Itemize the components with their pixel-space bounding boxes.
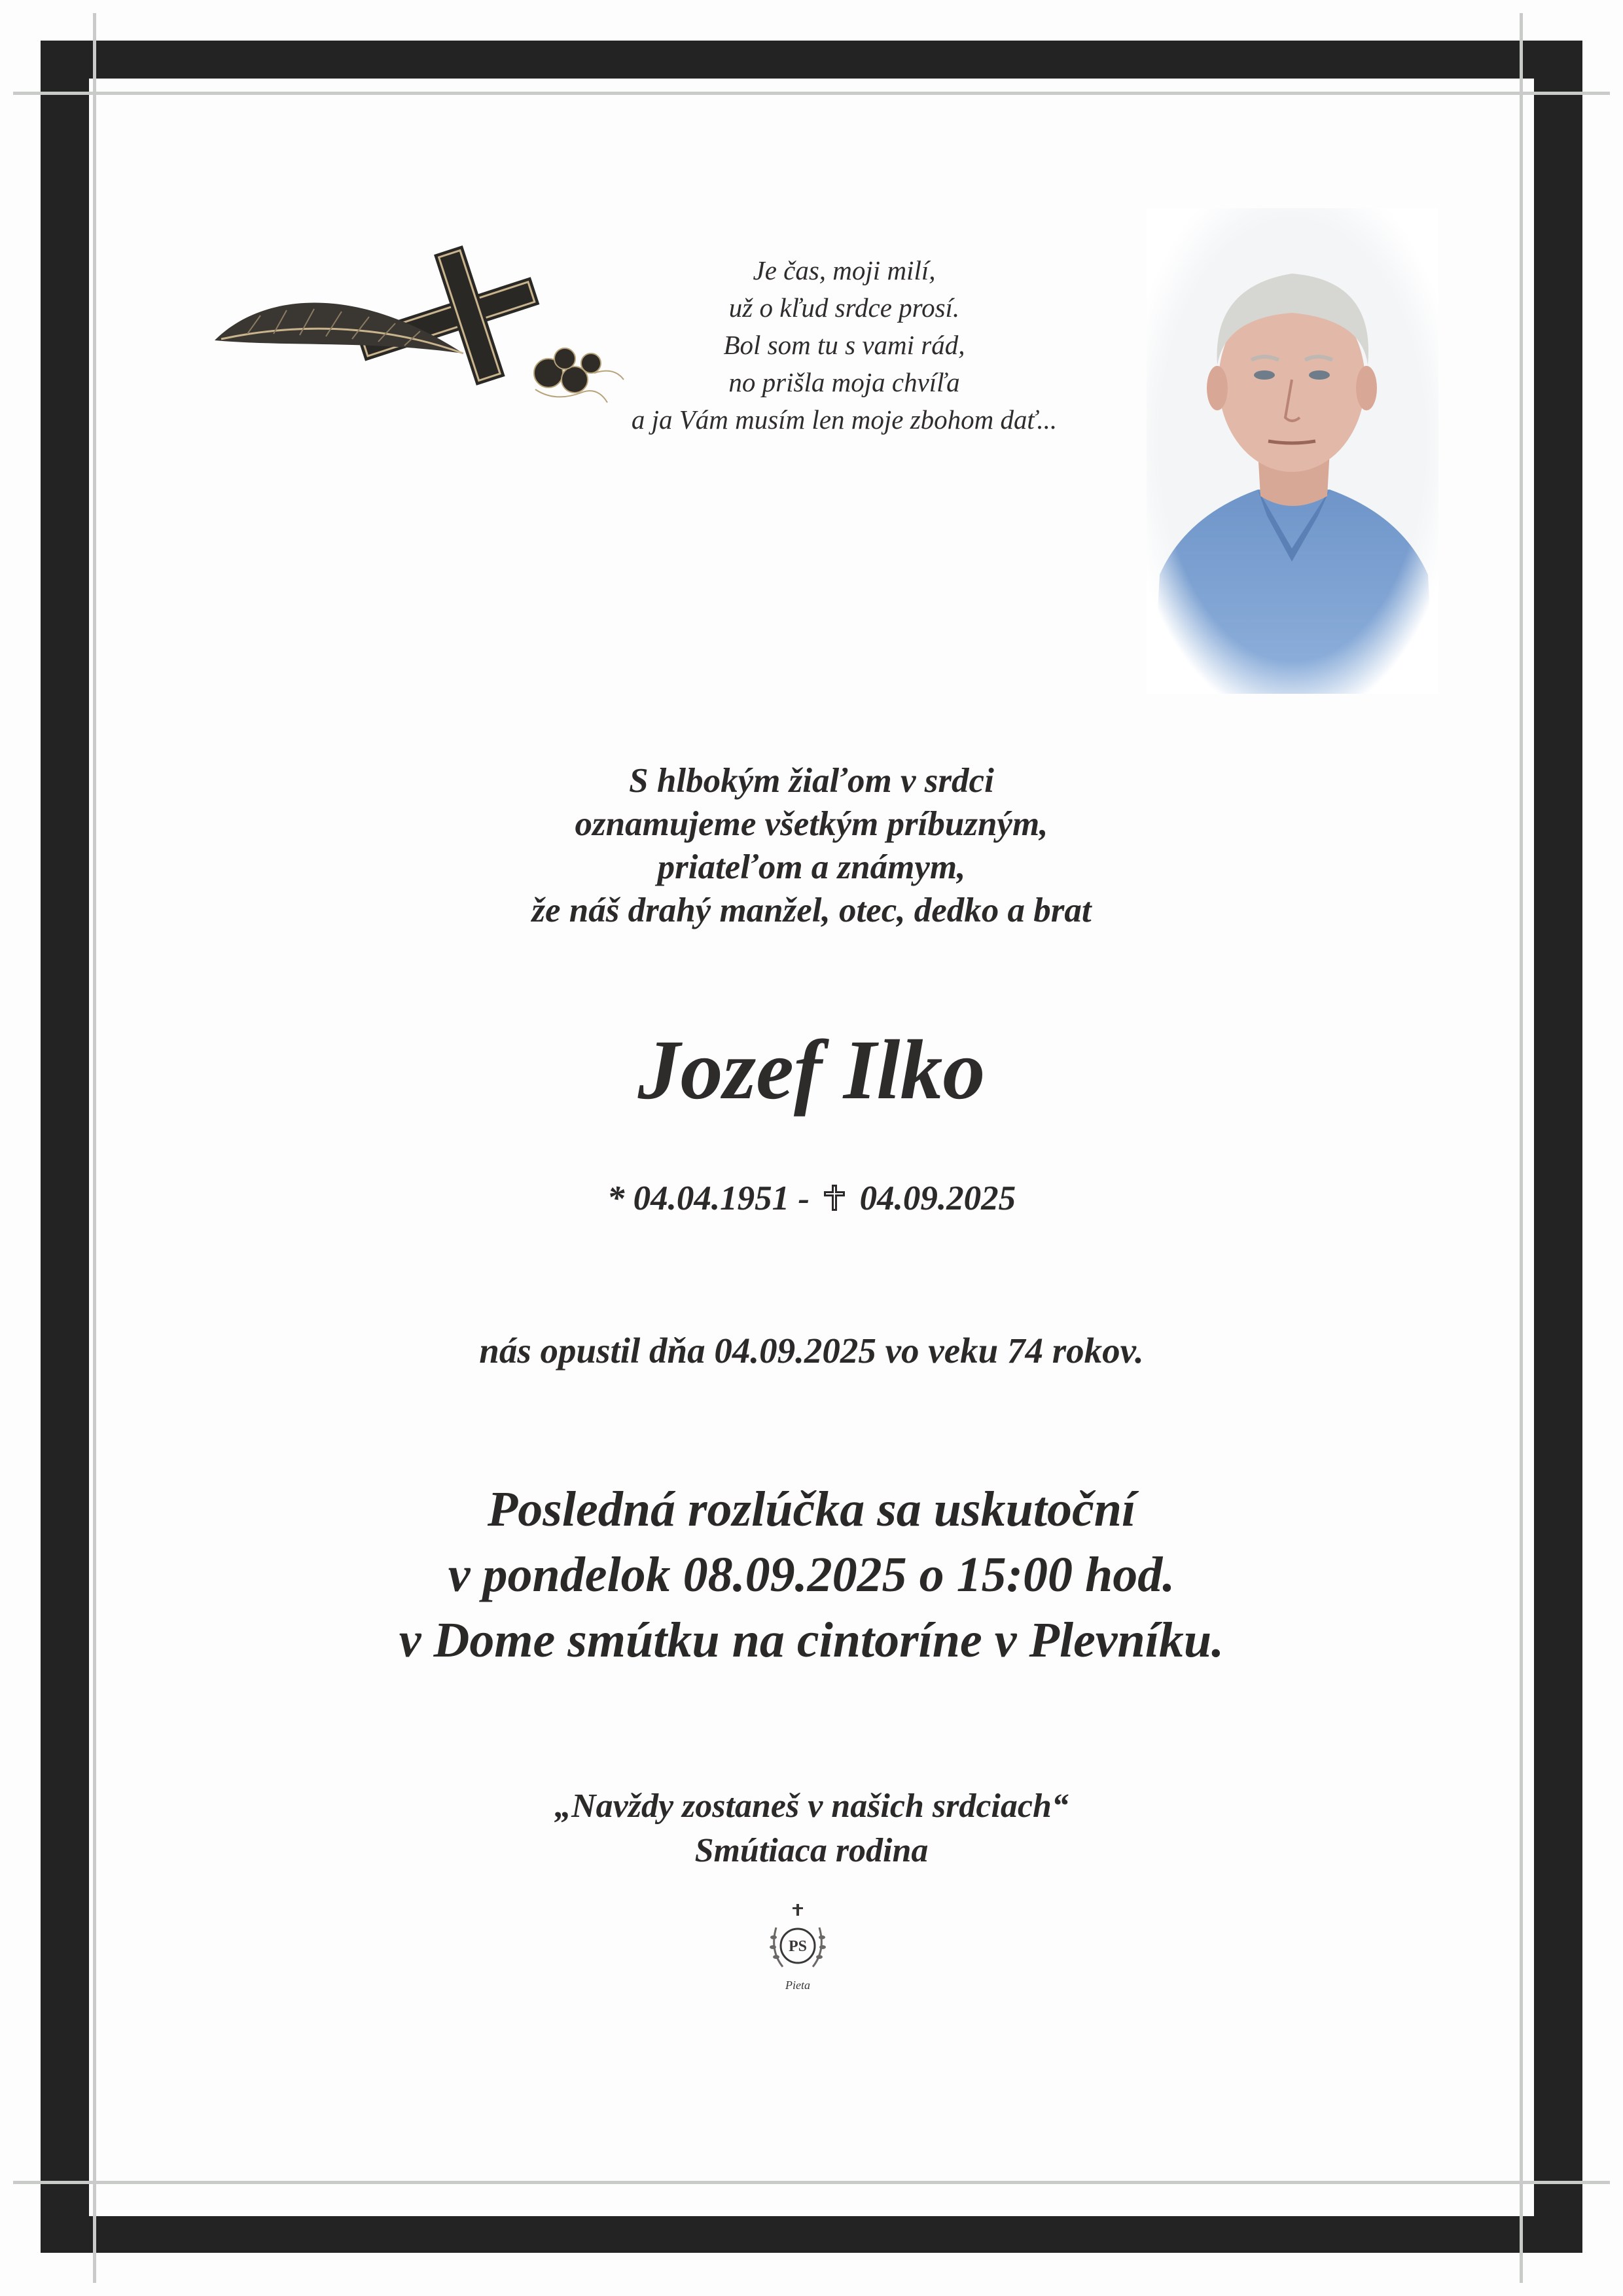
poem bbox=[576, 252, 1113, 439]
crop-guide bbox=[13, 2181, 1610, 2184]
deceased-name: Jozef Ilko bbox=[637, 1023, 986, 1117]
poem-line: Bol som tu s vami rád, bbox=[723, 330, 965, 360]
crop-guide bbox=[13, 92, 1610, 95]
frame-right-border bbox=[1534, 41, 1582, 2253]
frame-left-border bbox=[41, 41, 89, 2253]
crop-guide bbox=[1520, 13, 1523, 2283]
funeral-info bbox=[196, 1477, 1427, 1673]
life-dates bbox=[196, 1175, 1427, 1221]
death-notice-line: nás opustil dňa 04.09.2025 vo veku 74 rokov. bbox=[479, 1331, 1144, 1371]
frame-top-border bbox=[41, 41, 1582, 79]
pieta-logo bbox=[762, 1901, 834, 2000]
birth-date: * 04.04.1951 - bbox=[607, 1179, 810, 1217]
intro-line: priateľom a známym, bbox=[657, 848, 966, 886]
frame-bottom-border bbox=[41, 2216, 1582, 2253]
cross-icon bbox=[822, 1183, 847, 1212]
logo-caption: Pieta bbox=[785, 1979, 810, 1992]
poem-line: Je čas, moji milí, bbox=[753, 255, 936, 285]
death-date: 04.09.2025 bbox=[859, 1179, 1016, 1217]
logo-monogram: PS bbox=[788, 1938, 808, 1955]
closing-quote: „Navždy zostaneš v našich srdciach“ bbox=[554, 1787, 1069, 1825]
cross-feather-roses-icon bbox=[208, 242, 640, 412]
closing-signature: Smútiaca rodina bbox=[694, 1832, 929, 1869]
intro-line: S hlbokým žiaľom v srdci bbox=[629, 762, 994, 800]
funeral-line: Posledná rozlúčka sa uskutoční bbox=[487, 1482, 1136, 1537]
portrait-photo bbox=[1147, 208, 1438, 694]
intro-line: oznamujeme všetkým príbuzným, bbox=[575, 805, 1048, 843]
intro-line: že náš drahý manžel, otec, dedko a brat bbox=[531, 891, 1092, 929]
poem-line: no prišla moja chvíľa bbox=[728, 367, 960, 397]
poem-line: a ja Vám musím len moje zbohom dať... bbox=[631, 404, 1058, 435]
funeral-line: v Dome smútku na cintoríne v Plevníku. bbox=[399, 1613, 1224, 1668]
funeral-line: v pondelok 08.09.2025 o 15:00 hod. bbox=[448, 1547, 1175, 1602]
poem-line: už o kľud srdce prosí. bbox=[728, 293, 960, 323]
crop-guide bbox=[93, 13, 96, 2283]
closing bbox=[196, 1784, 1427, 1873]
intro-paragraph bbox=[196, 759, 1427, 932]
